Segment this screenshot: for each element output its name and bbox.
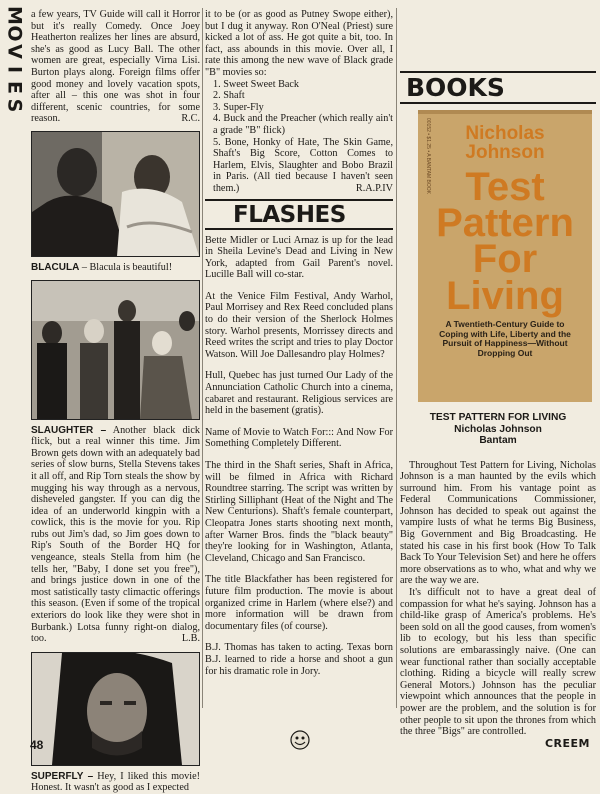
list-item: 3. Super-Fly (213, 101, 264, 113)
book-cover (418, 110, 592, 402)
book-title: TEST PATTERN FOR LIVING (429, 412, 567, 423)
column-middle (205, 9, 393, 677)
cover-edge (418, 110, 592, 114)
cover-spine-text: 00152 • $1.25 • A BANTAM BOOK (425, 118, 431, 194)
cover-author: Nicholas (465, 123, 545, 144)
list-item: 5. Bone, Honky of Hate, The Skin Game, Shaft's Big Score, Cotton Comes to Harlem, Elvis, Slaughter and Bobo Brazil in Paris. (All tied because I haven't seen them.) R.A.P.IV (213, 136, 393, 194)
list-item: 4. Buck and the Preacher (which really ain't a grade "B" flick) (213, 113, 393, 136)
list-item: 1. Sweet Sweet Back (213, 78, 300, 90)
superfly-review: SUPERFLY – Hey, I liked this movie! Honest. It wasn't as good as I expected (31, 770, 200, 794)
review-intro: a few years, TV Guide will call it Horror but it's really Comedy. Once Joey Heatherton realizes her lines are absurd, she's as good as Lucy Ball. The other women are great, especially Virna Lisi. Burton plays along. Foreign films offer good money and lovely vacation spots, after all – this one was shot in four different, scenic countries, for some reason. R.C. (31, 9, 200, 125)
cover-title: Test (465, 165, 545, 209)
tab-letter: O (3, 25, 26, 42)
review-continued: it to be (or as good as Putney Swope either), but I dug it anyway. Ron O'Neal (Priest) sure kicked a lot of ass. He got quite a bit, too. In fact, ass abounds in this movie. Over all, I rate this among the new wave of Black grade "B" movies so: (205, 9, 393, 78)
book-author: Nicholas Johnson (454, 423, 542, 435)
flash-item: Bette Midler or Luci Arnaz is up for the lead in Sheila Levine's Dead and Living in New York, adapted from Gail Parent's novel. Lucille Ball will co-star. (205, 234, 393, 281)
book-review-paragraph: Throughout Test Pattern for Living, Nicholas Johnson is a man haunted by the evils which surround him. From his vantage point as Federal Communications Commissioner, Johnson has decided to speak out against the vampire lusts of what he terms Big Business, Big Government and Big Broadcasting. He stated his case in his first book (How To Talk Back To Your Television Set) and here he offers more observations as to who, what and why we are the way we are. (400, 459, 596, 587)
ranking-list (205, 79, 393, 195)
blacula-photo (31, 131, 200, 257)
cover-title: For (472, 237, 538, 281)
book-info (400, 412, 596, 447)
page-number: 48 (30, 738, 44, 752)
cover-subtitle: A Twentieth-Century Guide to Coping with Life, Liberty and the Pursuit of Happiness—Without Dropping Out (439, 319, 571, 358)
page-footer (0, 738, 600, 756)
section-tab-movies (4, 6, 24, 114)
tab-letter: S (3, 98, 26, 113)
magazine-logo: CREEM (544, 737, 590, 750)
column-left (31, 9, 200, 794)
book-publisher: Bantam (479, 435, 517, 446)
book-review-paragraph: It's difficult not to have a great deal of compassion for what he's saying. Johnson has a child-like grasp of America's problems. He's been sold on all the good causes, from women's lib to ecology, but his less than specific solutions are embarassingly naive. (One can wear functional rather than socially acceptable clothing. Riding a bicycle will really screw General Motors.) Johnson has the peculiar viewpoint which announces that the people in power are the problem, and the solution is for other people to sit upon the thrones from which the three "Bigs" are controlled. (400, 587, 596, 738)
flash-item: Name of Movie to Watch For::: And Now For Something Completely Different. (205, 426, 393, 450)
flash-item: At the Venice Film Festival, Andy Warhol, Paul Morrisey and Rex Reed concluded plans to do their version of the Sherlock Holmes story. Warhol presents, Morrissey directs and Reed writes the script and tries to play Doctor Watson. Will Joe Dallesandro play Holmes? (205, 290, 393, 360)
column-divider (396, 8, 397, 708)
column-right (400, 9, 596, 738)
tab-letter: E (3, 81, 26, 94)
list-item: 2. Shaft (213, 90, 245, 102)
reviewer-initials: R.C. (181, 113, 200, 125)
cover-author: Johnson (465, 142, 545, 163)
blacula-caption: BLACULA – Blacula is beautiful! (31, 261, 173, 273)
flash-item: B.J. Thomas has taken to acting. Texas born B.J. learned to ride a horse and shoot a gun for his dramatic role in Jory. (205, 642, 393, 677)
slaughter-photo (31, 280, 200, 420)
flash-item: Hull, Quebec has just turned Our Lady of the Annunciation Catholic Church into a cinema, cabaret and restaurant. Religious services are held in the basement (gratis). (205, 370, 393, 417)
reviewer-initials: L.B. (181, 633, 200, 645)
cover-title: Pattern (436, 201, 574, 245)
slaughter-review: SLAUGHTER – Another black dick flick, but a real winner this time. Jim Brown gets down with an adequately bad series of slow burns, Stella Stevens takes it all off, and Rip Torn steals the show by mugging his way through as a nervous, disheveled gangster. If you can dig the idea of an underworld kingpin with a cowlick, this is the movie for you. Rip rubs out Jim's dad, so Jim goes down to Rip's South of the Border HQ for vengeance, steals Stella from him (he tells her, "Baby, I done set you free"), and brings justice down in one of the most satistically tasty climactic offerings this season. (Even if some of the tropical exteriors do look like they were shot in Burbank.) Lotsa funny right-on dialog, too. L.B. (31, 424, 200, 645)
reviewer-initials: R.A.P.IV (355, 182, 393, 194)
flashes-heading: FLASHES (205, 199, 393, 230)
column-divider (202, 8, 203, 708)
flash-item: The title Blackfather has been registered for future film production. The movie is about organized crime in Harlem (where else?) and more information will be drawn from documentary files (of course). (205, 574, 393, 632)
tab-letter: V (3, 44, 26, 59)
books-heading: BOOKS (400, 71, 596, 104)
tab-letter: M (3, 6, 26, 25)
tab-letter: I (3, 65, 26, 74)
cover-title: Living (446, 274, 564, 318)
creem-emblem-icon (289, 730, 311, 750)
flash-item: The third in the Shaft series, Shaft in Africa, will be filmed in Africa with Richard Roundtree starring. The script was written by Stirling Silliphant (Heat of the Night and The New Centurions). Shaft's female counterpart, Cleopatra Jones starts shooting next month, after Warner Bros. finds the "black beauty" they're looking for in Washington, Atlanta, Cleveland, Chicago and San Francisco. (205, 460, 393, 564)
